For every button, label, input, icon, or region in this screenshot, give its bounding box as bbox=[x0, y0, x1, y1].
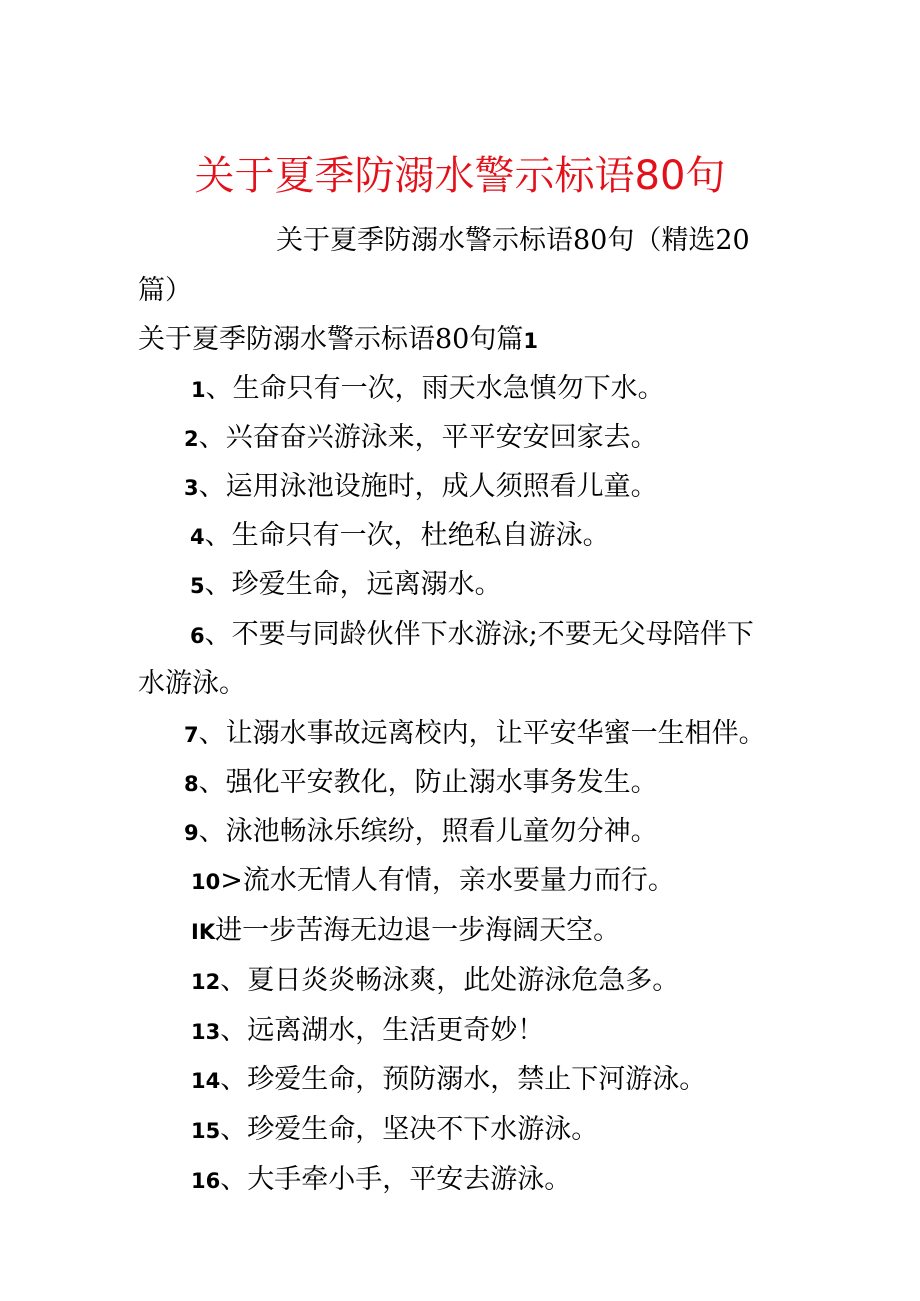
list-item-number: 5 bbox=[190, 574, 205, 598]
list-item-text: 、珍爱生命，坚决不下水游泳。 bbox=[220, 1114, 599, 1145]
list-item-number: 15 bbox=[191, 1119, 221, 1143]
list-item-number: 14 bbox=[191, 1069, 221, 1093]
list-item-text: 、夏日炎炎畅泳爽，此处游泳危急多。 bbox=[220, 965, 680, 996]
list-item bbox=[191, 1006, 544, 1057]
list-item bbox=[184, 413, 658, 464]
list-item bbox=[191, 1155, 571, 1206]
list-item-number: 16 bbox=[191, 1169, 221, 1193]
list-item-text: 、泳池畅泳乐缤纷，照看儿童勿分神。 bbox=[198, 816, 658, 847]
list-item bbox=[191, 1105, 598, 1156]
list-item-text: 、生命只有一次，杜绝私自游泳。 bbox=[204, 520, 610, 551]
list-item bbox=[184, 462, 658, 513]
list-item-text: 、不要与同龄伙伴下水游泳;不要无父母陪伴下 bbox=[204, 619, 754, 650]
list-item bbox=[190, 511, 610, 562]
list-item-text: 、运用泳池设施时，成人须照看儿童。 bbox=[198, 471, 658, 502]
section-heading-number: 1 bbox=[523, 329, 538, 353]
section-heading bbox=[138, 315, 538, 366]
document-title: 关于夏季防溺水警示标语80句 bbox=[194, 153, 726, 199]
list-item-number: 3 bbox=[184, 476, 199, 500]
list-item bbox=[184, 758, 658, 809]
list-item bbox=[191, 906, 620, 957]
list-item bbox=[191, 364, 665, 415]
list-item-text: 、珍爱生命，预防溺水，禁止下河游泳。 bbox=[220, 1064, 707, 1095]
list-item-text: 、让溺水事故远离校内，让平安华蜜一生相伴。 bbox=[198, 718, 766, 749]
list-item-number: 6 bbox=[190, 624, 205, 648]
list-item bbox=[190, 610, 754, 661]
list-item-number: 4 bbox=[190, 525, 205, 549]
list-item-text: 、珍爱生命，远离溺水。 bbox=[204, 569, 502, 600]
list-item-text: 、兴奋奋兴游泳来，平平安安回家去。 bbox=[198, 422, 658, 453]
list-item bbox=[190, 560, 502, 611]
list-item-number: 8 bbox=[184, 772, 199, 796]
list-item-number: IK bbox=[191, 920, 216, 944]
list-item-text: 、远离湖水，生活更奇妙！ bbox=[220, 1015, 545, 1046]
list-item-number: 2 bbox=[184, 427, 199, 451]
list-item-number: 9 bbox=[184, 821, 199, 845]
document-subtitle: 关于夏季防溺水警示标语80句（精选20篇） bbox=[138, 225, 750, 306]
list-item bbox=[184, 709, 766, 760]
list-item-continuation: 水游泳。 bbox=[138, 668, 246, 699]
list-item bbox=[191, 956, 679, 1007]
list-item-number: 10 bbox=[191, 870, 221, 894]
list-item-number: 12 bbox=[191, 970, 221, 994]
list-item-text: >流水无情人有情，亲水要量力而行。 bbox=[220, 865, 675, 896]
list-item-number: 13 bbox=[191, 1020, 221, 1044]
list-item-text: 进一步苦海无边退一步海阔天空。 bbox=[215, 915, 621, 946]
list-item-number: 7 bbox=[184, 723, 199, 747]
list-item-text: 、生命只有一次，雨天水急慎勿下水。 bbox=[205, 373, 665, 404]
list-item bbox=[191, 856, 675, 907]
list-item-text: 、强化平安教化，防止溺水事务发生。 bbox=[198, 767, 658, 798]
section-heading-text: 关于夏季防溺水警示标语80句篇 bbox=[138, 324, 524, 355]
list-item-number: 1 bbox=[191, 378, 206, 402]
list-item-text: 、大手牵小手，平安去游泳。 bbox=[220, 1164, 572, 1195]
list-item bbox=[184, 807, 658, 858]
list-item bbox=[191, 1055, 706, 1106]
